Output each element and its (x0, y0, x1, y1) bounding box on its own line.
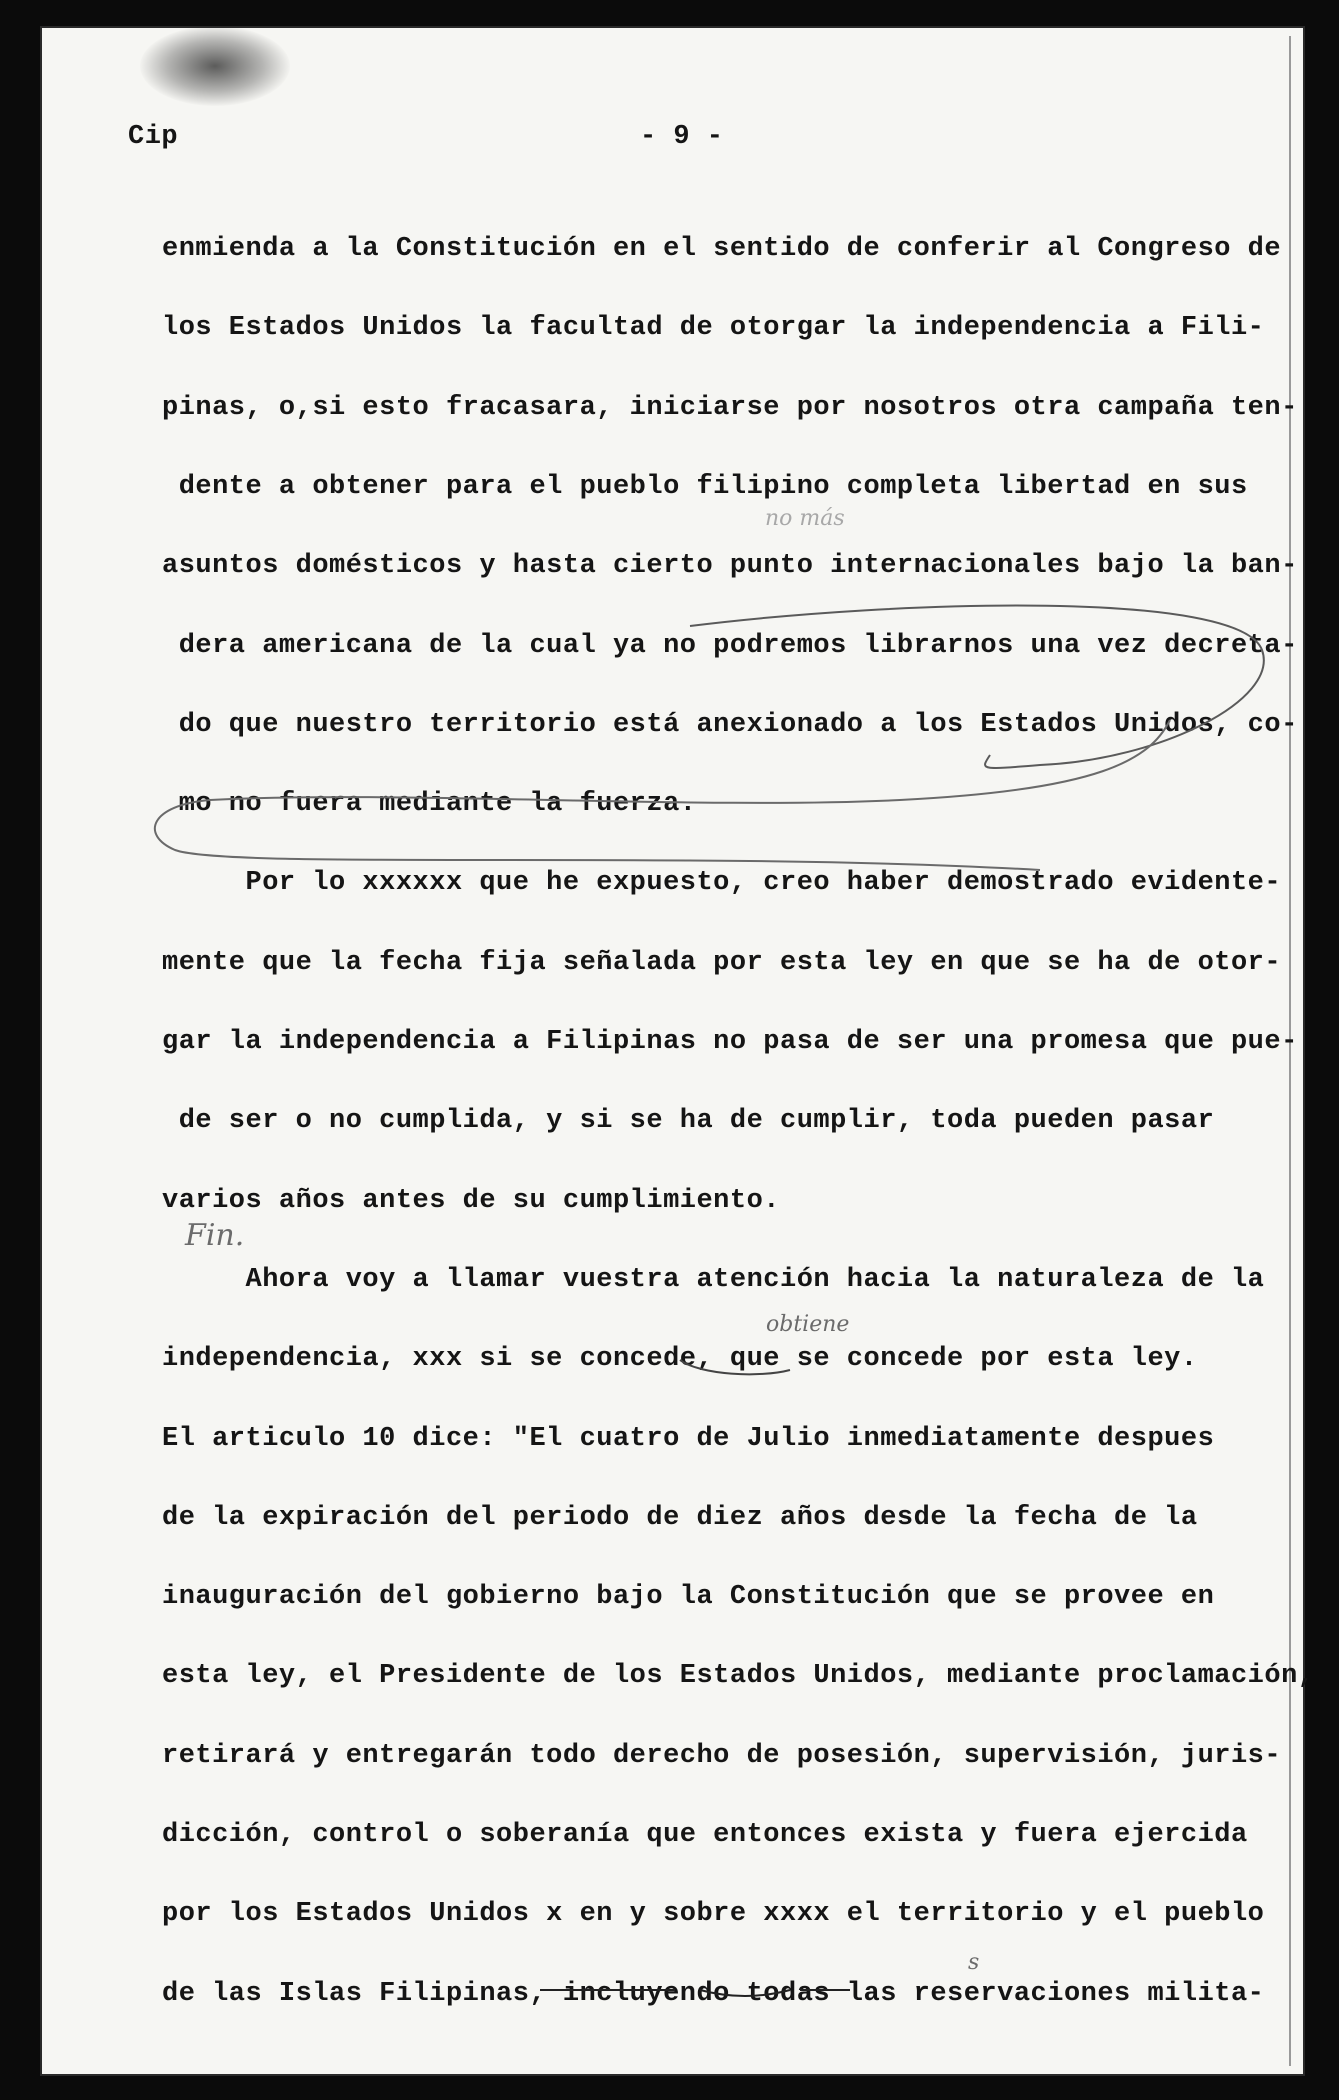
header-initials: Cip (128, 122, 179, 152)
body-line: retirará y entregarán todo derecho de posesión, supervisión, juris- (162, 1741, 1282, 1771)
body-line: de ser o no cumplida, y si se ha de cumplir, toda pueden pasar (162, 1106, 1215, 1136)
body-line: de la expiración del periodo de diez años desde la fecha de la (162, 1503, 1198, 1533)
body-line: pinas, o,si esto fracasara, iniciarse por nosotros otra campaña ten- (162, 393, 1298, 423)
body-line: por los Estados Unidos x en y sobre xxxx el territorio y el pueblo (162, 1899, 1265, 1929)
body-line: Por lo xxxxxx que he expuesto, creo haber demostrado evidente- (162, 868, 1282, 898)
body-line: independencia, xxx si se concede, que se concede por esta ley. (162, 1344, 1198, 1374)
ink-smudge (140, 26, 290, 106)
body-line: do que nuestro territorio está anexionado a los Estados Unidos, co- (162, 710, 1298, 740)
body-line: asuntos domésticos y hasta cierto punto internacionales bajo la ban- (162, 551, 1298, 581)
page-number: - 9 - (640, 122, 724, 152)
body-line: gar la independencia a Filipinas no pasa de ser una promesa que pue- (162, 1027, 1298, 1057)
body-line: de las Islas Filipinas, incluyendo todas las reservaciones milita- (162, 1979, 1265, 2009)
body-line: inauguración del gobierno bajo la Constitución que se provee en (162, 1582, 1215, 1612)
body-line: enmienda a la Constitución en el sentido de conferir al Congreso de (162, 234, 1282, 264)
body-line: dicción, control o soberanía que entonces exista y fuera ejercida (162, 1820, 1248, 1850)
body-line: los Estados Unidos la facultad de otorgar la independencia a Fili- (162, 313, 1265, 343)
body-line: esta ley, el Presidente de los Estados Unidos, mediante proclamación, (162, 1661, 1315, 1691)
body-line: Ahora voy a llamar vuestra atención hacia la naturaleza de la (162, 1265, 1265, 1295)
handwritten-annotation-s: s (968, 1950, 980, 1975)
handwritten-annotation-fin: Fin. (185, 1218, 245, 1253)
body-line: mente que la fecha fija señalada por esta ley en que se ha de otor- (162, 948, 1282, 978)
handwritten-annotation-nomas: no más (765, 506, 845, 531)
handwritten-annotation-obtiene: obtiene (766, 1312, 850, 1337)
body-line: dera americana de la cual ya no podremos librarnos una vez decreta- (162, 631, 1298, 661)
body-line: El articulo 10 dice: "El cuatro de Julio inmediatamente despues (162, 1424, 1215, 1454)
body-line: mo no fuera mediante la fuerza. (162, 789, 697, 819)
body-line: dente a obtener para el pueblo filipino completa libertad en sus (162, 472, 1248, 502)
body-line: varios años antes de su cumplimiento. (162, 1186, 780, 1216)
